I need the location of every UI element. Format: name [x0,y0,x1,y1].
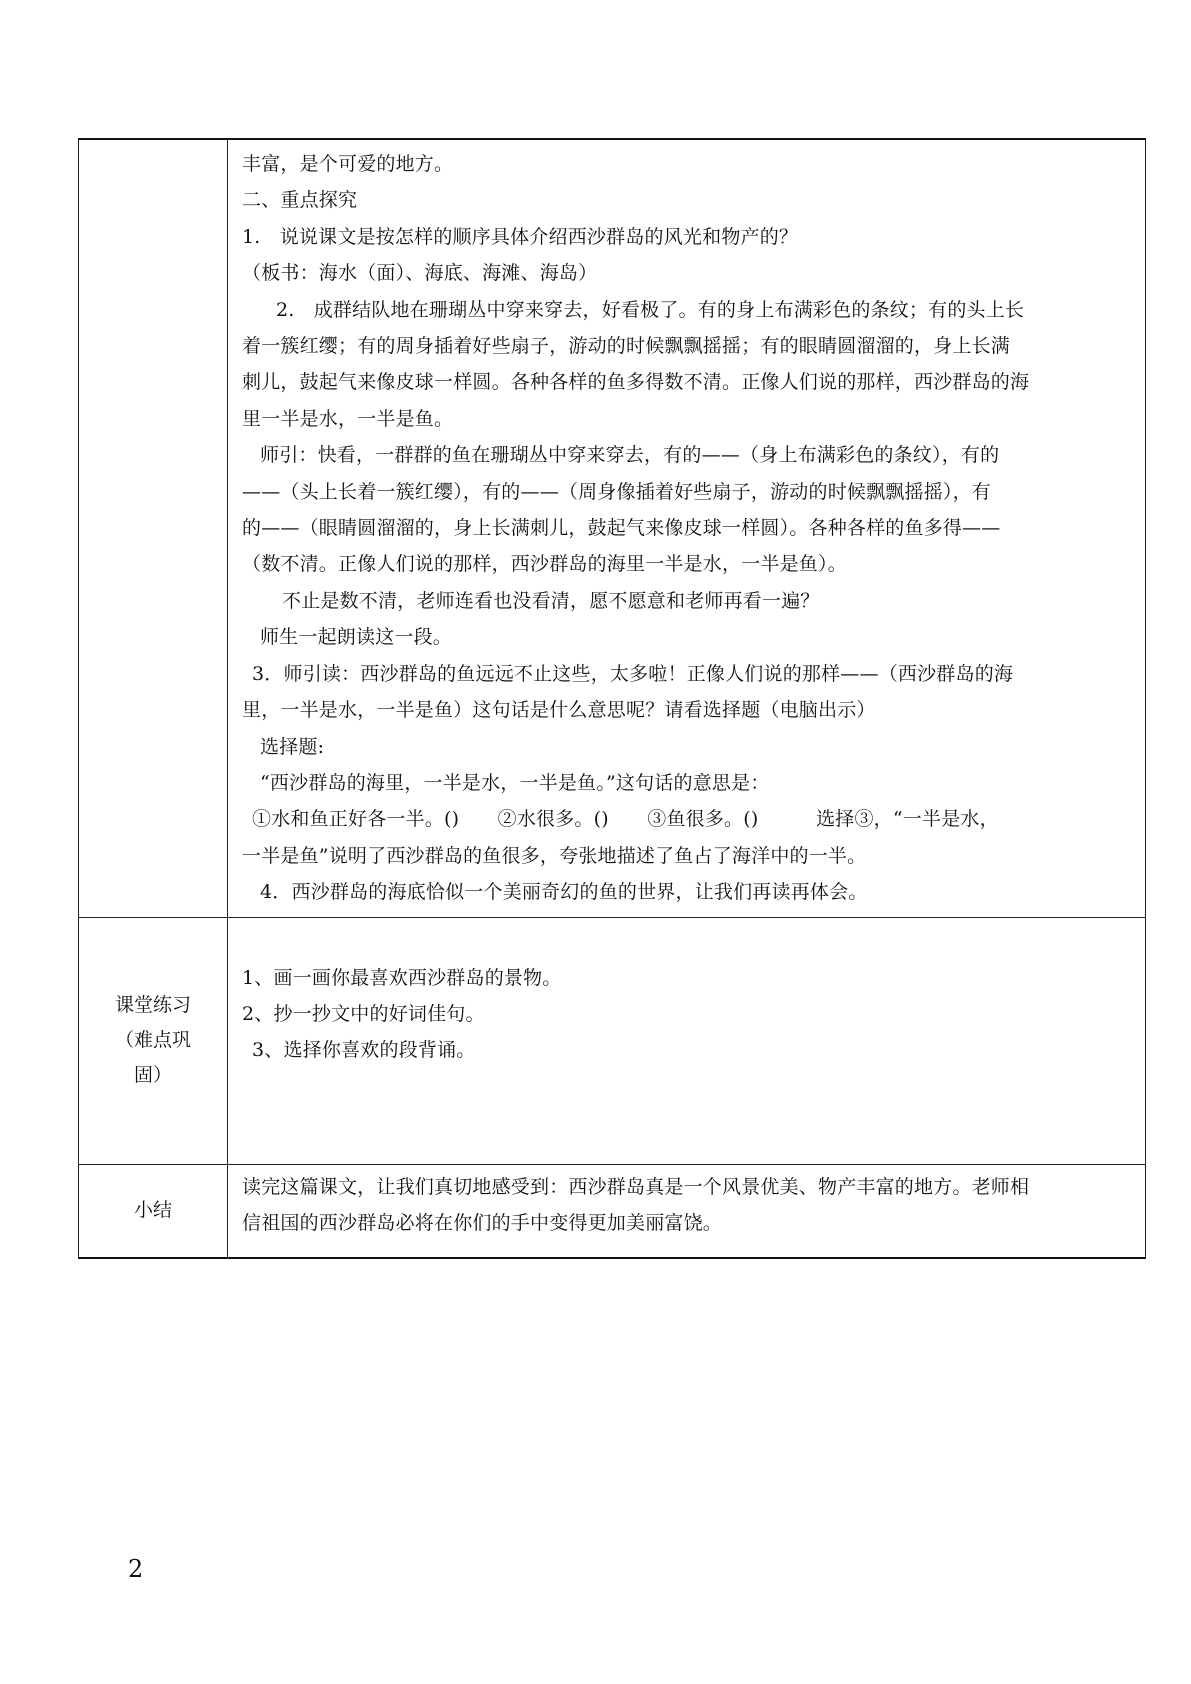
text-line: 师引：快看，一群群的鱼在珊瑚丛中穿来穿去，有的——（身上布满彩色的条纹），有的 [260,444,1000,467]
main-section-label-cell [79,139,228,917]
text-line: 一半是鱼”说明了西沙群岛的鱼很多，夸张地描述了鱼占了海洋中的一半。 [242,844,867,867]
practice-item: 3、选择你喜欢的段背诵。 [252,1039,476,1062]
text-line: “西沙群岛的海里，一半是水，一半是鱼。”这句话的意思是： [260,771,770,794]
section-heading: 二、重点探究 [242,189,358,212]
text-line: 着一簇红缨；有的周身插着好些扇子，游动的时候飘飘摇摇；有的眼睛圆溜溜的，身上长满 [242,335,1011,358]
summary-section-label: 小结 [79,1164,228,1258]
practice-item: 1、画一画你最喜欢西沙群岛的景物。 [242,966,562,989]
text-line: 选择题: [260,735,325,758]
text-line: 丰富，是个可爱的地方。 [242,153,454,175]
text-line: ——（头上长着一簇红缨），有的——（周身像插着好些扇子，游动的时候飘飘摇摇），有 [242,480,992,503]
question-line: 1. 说说课文是按怎样的顺序具体介绍西沙群岛的风光和物产的？ [242,225,799,248]
text-line: 3．师引读：西沙群岛的鱼远远不止这些，太多啦！正像人们说的那样——（西沙群岛的海 [252,662,1014,685]
text-line: 不止是数不清，老师连看也没看清，愿不愿意和老师再看一遍？ [282,589,820,612]
main-section-content [228,139,1146,917]
practice-item: 2、抄一抄文中的好词佳句。 [242,1002,485,1025]
practice-section-label [79,917,228,1164]
practice-label-line: 固） [133,1064,172,1087]
blackboard-note: （板书：海水（面）、海底、海滩、海岛） [242,262,598,285]
main-section-row [79,139,1146,917]
practice-label-line: 课堂练习 [114,994,191,1017]
text-line: 4．西沙群岛的海底恰似一个美丽奇幻的鱼的世界，让我们再读再体会。 [260,881,868,904]
choice-options-line: ①水和鱼正好各一半。() ②水很多。() ③鱼很多。() 选择③，“一半是水， [252,808,999,831]
text-line: （数不清。正像人们说的那样，西沙群岛的海里一半是水，一半是鱼）。 [242,553,847,576]
text-line: 里一半是水，一半是鱼。 [242,407,454,430]
page-number: 2 [128,1555,144,1583]
practice-section-content [228,917,1146,1164]
summary-section-content [228,1164,1146,1258]
summary-line: 读完这篇课文，让我们真切地感受到：西沙群岛真是一个风景优美、物产丰富的地方。老师相 [242,1175,1030,1198]
practice-label-line: （难点巩 [114,1029,191,1052]
text-line: 刺儿，鼓起气来像皮球一样圆。各种各样的鱼多得数不清。正像人们说的那样，西沙群岛的海 [242,371,1030,394]
text-line: 里，一半是水，一半是鱼）这句话是什么意思呢？请看选择题（电脑出示） [242,699,876,722]
practice-section-row [79,917,1146,1164]
text-line: 2. 成群结队地在珊瑚丛中穿来穿去，好看极了。有的身上布满彩色的条纹；有的头上长 [276,298,1025,321]
summary-line: 信祖国的西沙群岛必将在你们的手中变得更加美丽富饶。 [242,1211,723,1234]
lesson-plan-table [78,138,1146,1259]
text-line: 师生一起朗读这一段。 [260,626,453,649]
text-line: 的——（眼睛圆溜溜的，身上长满刺儿，鼓起气来像皮球一样圆）。各种各样的鱼多得—— [242,517,1001,540]
summary-section-row [79,1164,1146,1258]
